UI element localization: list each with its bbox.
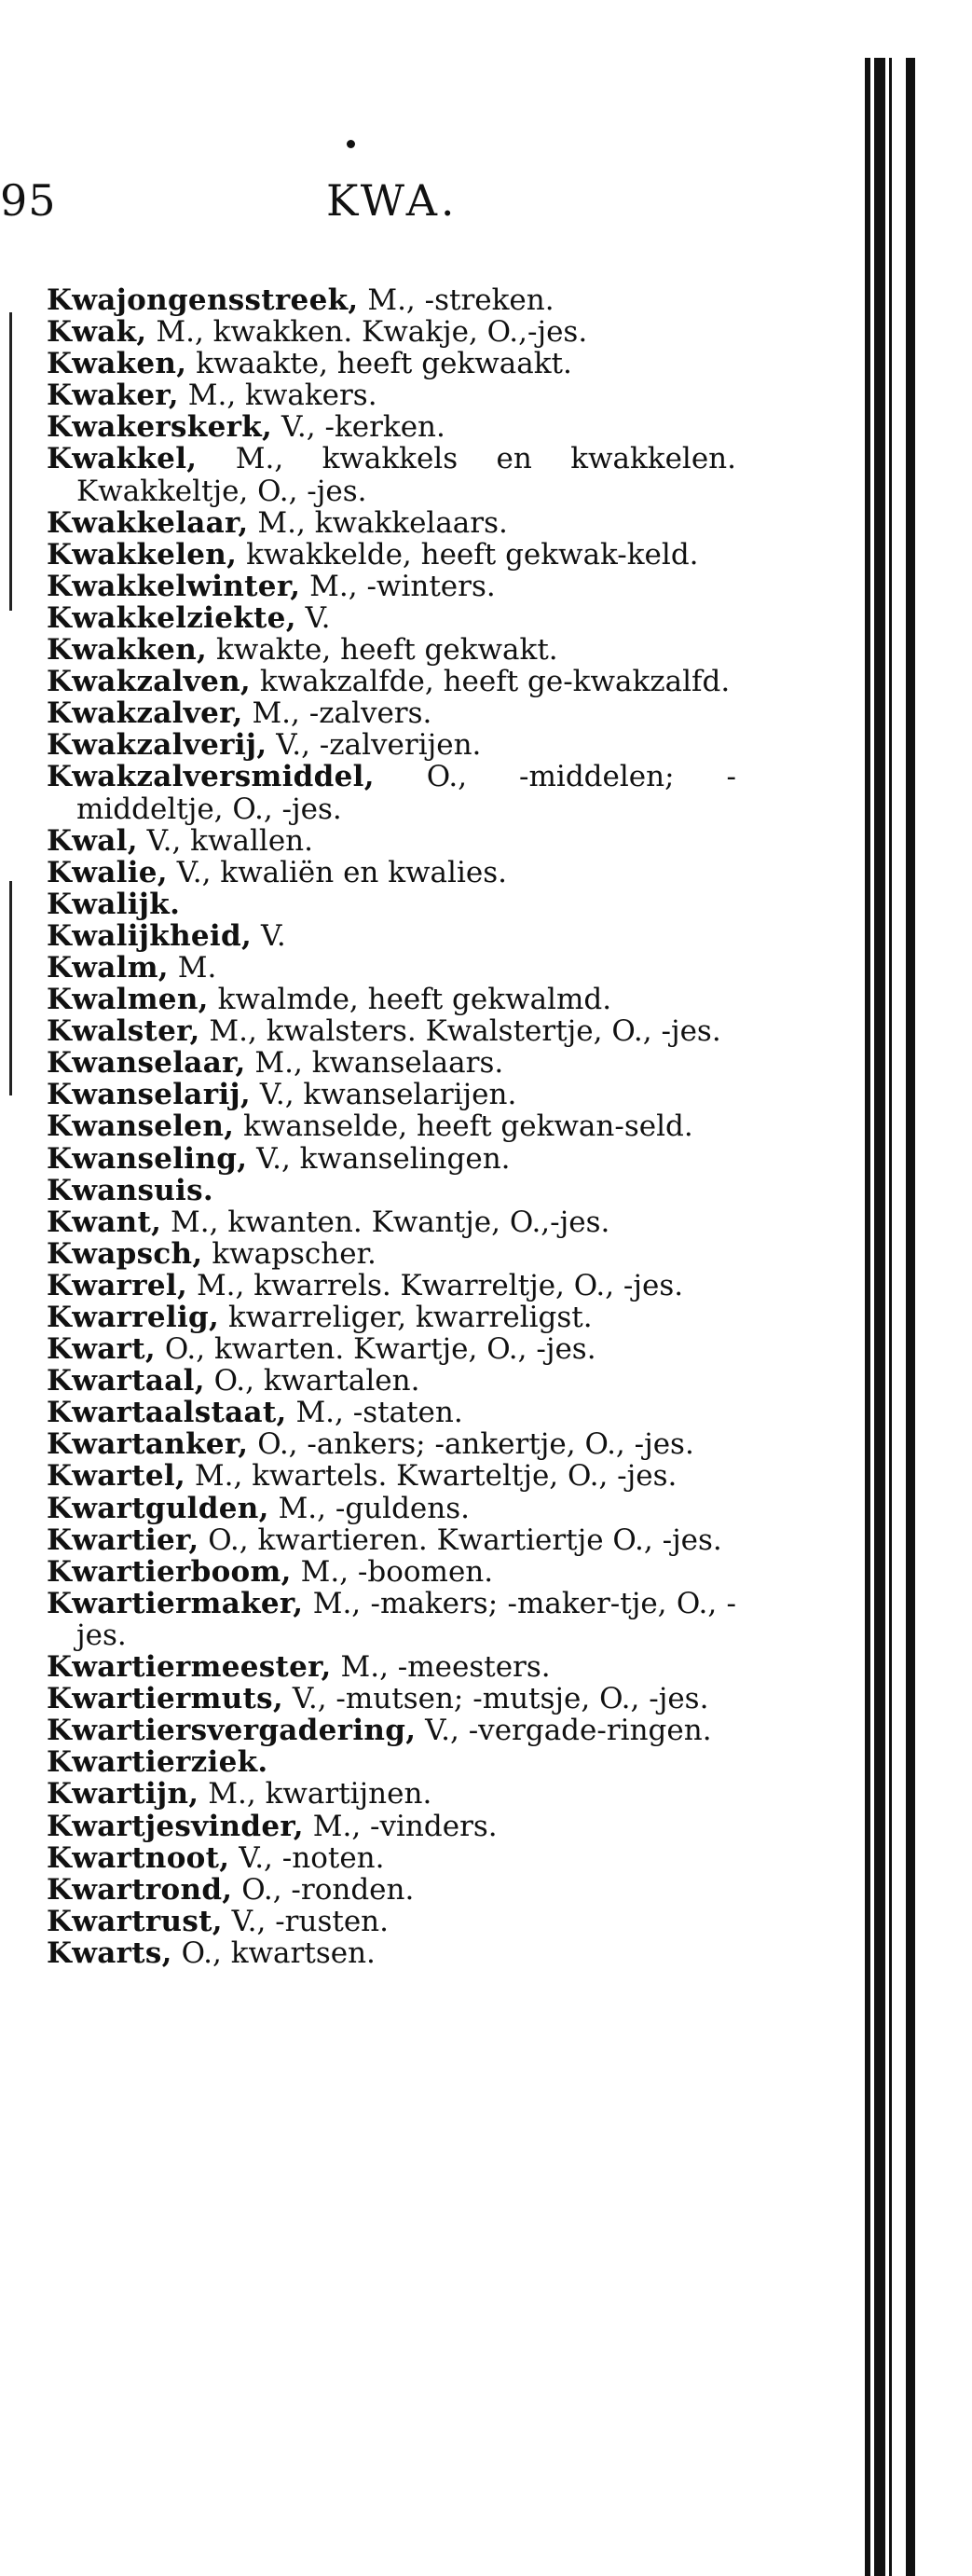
dictionary-entry	[47, 348, 736, 379]
dictionary-entry	[47, 316, 736, 348]
entry-headword: Kwaker,	[47, 379, 179, 413]
dictionary-entry	[47, 729, 736, 761]
entry-definition: M., -vinders.	[312, 1809, 498, 1843]
entry-headword: Kwanselaar,	[47, 1046, 246, 1081]
entry-headword: Kwakkelziekte,	[47, 600, 296, 635]
entry-headword: Kwalm,	[47, 950, 169, 985]
entry-definition: O., -ronden.	[241, 1872, 415, 1907]
entry-headword: Kwartijn,	[47, 1777, 199, 1811]
entry-headword: Kwakkelwinter,	[47, 569, 301, 603]
entry-definition: O., kwartalen.	[213, 1364, 420, 1398]
dictionary-entry	[47, 952, 736, 984]
entry-definition: M., -zalvers.	[252, 696, 432, 731]
entry-headword: Kwalmen,	[47, 983, 209, 1017]
entry-definition: M., -makers; -maker-tje, O., -jes.	[76, 1586, 736, 1652]
entry-definition: V., -kerken.	[281, 410, 445, 445]
entry-definition: kwakte, heeft gekwakt.	[216, 633, 558, 668]
dictionary-entry	[47, 1937, 736, 1969]
entry-headword: Kwarrel,	[47, 1268, 188, 1302]
entry-definition: M., kwakkels en kwakkelen. Kwakkeltje, O., -jes.	[76, 442, 736, 508]
entry-definition: M., -staten.	[295, 1396, 463, 1430]
entry-headword: Kwakzalverij,	[47, 728, 267, 763]
dictionary-entry	[47, 539, 736, 571]
dictionary-entry	[47, 1270, 736, 1302]
entry-definition: O., kwartsen.	[181, 1935, 376, 1970]
entry-headword: Kwartnoot,	[47, 1840, 230, 1875]
dictionary-entry	[47, 1556, 736, 1588]
entry-headword: Kwart,	[47, 1332, 156, 1367]
entry-headword: Kwalster,	[47, 1014, 200, 1049]
entry-headword: Kwanseling,	[47, 1141, 248, 1176]
entry-headword: Kwakzalver,	[47, 696, 243, 731]
dictionary-entry	[47, 825, 736, 857]
entry-headword: Kwartiermeester,	[47, 1650, 332, 1685]
running-head: KWA.	[326, 175, 459, 226]
entry-headword: Kwartanker,	[47, 1427, 249, 1462]
entry-headword: Kwajongensstreek,	[47, 283, 359, 317]
entry-headword: Kwartaal,	[47, 1364, 205, 1398]
entry-headword: Kwarts,	[47, 1935, 172, 1970]
binding-edge	[889, 58, 892, 2576]
ink-dot	[347, 140, 355, 148]
dictionary-entry	[47, 1524, 736, 1556]
dictionary-entry	[47, 1238, 736, 1270]
entry-headword: Kwanselarij,	[47, 1078, 252, 1112]
dictionary-entry	[47, 1842, 736, 1874]
dictionary-entry	[47, 1206, 736, 1238]
entry-definition: kwarreliger, kwarreligst.	[227, 1301, 593, 1334]
entry-headword: Kwalijkheid,	[47, 918, 253, 953]
dictionary-entry	[47, 1302, 736, 1333]
dictionary-entry	[47, 443, 736, 506]
entry-definition: kwakkelde, heeft gekwak-keld.	[246, 537, 699, 572]
entry-headword: Kwansuis.	[47, 1173, 213, 1207]
entry-definition: M., -winters.	[309, 569, 496, 603]
entry-definition: kwakzalfde, heeft ge-kwakzalfd.	[259, 665, 731, 699]
entry-definition: V., kwallen.	[146, 823, 313, 858]
entry-definition: M., -boomen.	[300, 1554, 494, 1589]
dictionary-entry	[47, 1015, 736, 1047]
entry-definition: kwanselde, heeft gekwan-seld.	[243, 1109, 693, 1144]
entry-definition: V., -rusten.	[231, 1904, 389, 1938]
entry-definition: M., kwartels. Kwarteltje, O., -jes.	[194, 1459, 678, 1494]
entry-definition: M., -streken.	[367, 283, 554, 317]
entry-definition: M., -guldens.	[278, 1491, 470, 1525]
dictionary-entry	[47, 571, 736, 602]
entry-definition: kwalmde, heeft gekwalmd.	[217, 983, 612, 1017]
entry-headword: Kwartaalstaat,	[47, 1396, 287, 1430]
dictionary-entry	[47, 761, 736, 824]
entry-definition: M., kwarrels. Kwarreltje, O., -jes.	[196, 1268, 684, 1302]
entry-headword: Kwartierziek.	[47, 1745, 268, 1780]
entry-definition: V., kwanselarijen.	[259, 1078, 517, 1112]
entry-headword: Kwakkelen,	[47, 537, 238, 572]
dictionary-entry	[47, 1683, 736, 1715]
entry-definition: M., kwanselaars.	[254, 1046, 504, 1081]
entry-headword: Kwak,	[47, 315, 147, 350]
dictionary-entry	[47, 1906, 736, 1937]
dictionary-entry	[47, 889, 736, 920]
entry-definition: M., kwalsters. Kwalstertje, O., -jes.	[209, 1014, 721, 1049]
entry-headword: Kwakken,	[47, 633, 208, 668]
dictionary-entry	[47, 1746, 736, 1778]
binding-edge	[874, 58, 885, 2576]
margin-rule-upper	[9, 312, 12, 611]
dictionary-entry	[47, 284, 736, 316]
dictionary-entry	[47, 379, 736, 411]
dictionary-entry	[47, 1079, 736, 1110]
entry-definition: M.	[177, 950, 217, 985]
entry-definition: V.	[260, 918, 286, 953]
dictionary-entry	[47, 1715, 736, 1746]
dictionary-entry	[47, 1110, 736, 1142]
entry-headword: Kwarrelig,	[47, 1301, 220, 1334]
entry-headword: Kwartiersvergadering,	[47, 1714, 417, 1748]
entry-headword: Kwapsch,	[47, 1236, 203, 1271]
entry-definition: V.	[305, 600, 331, 635]
dictionary-entry	[47, 1047, 736, 1079]
dictionary-entry	[47, 1493, 736, 1524]
dictionary-entry	[47, 666, 736, 697]
dictionary-entry	[47, 1365, 736, 1397]
entry-headword: Kwartrust,	[47, 1904, 223, 1938]
dictionary-entry	[47, 1333, 736, 1365]
entry-headword: Kwalijk.	[47, 887, 181, 921]
binding-edge	[865, 58, 870, 2576]
entry-definition: M., kwakken. Kwakje, O.,-jes.	[156, 315, 588, 350]
dictionary-entries	[47, 284, 736, 1969]
entry-definition: V., -noten.	[239, 1840, 385, 1875]
entry-headword: Kwal,	[47, 823, 138, 858]
dictionary-entry	[47, 920, 736, 952]
entry-definition: M., kwakers.	[187, 379, 377, 413]
entry-headword: Kwalie,	[47, 855, 168, 889]
dictionary-entry	[47, 984, 736, 1015]
entry-definition: O., -middelen; -middeltje, O., -jes.	[76, 760, 736, 826]
entry-definition: V., -vergade-ringen.	[425, 1714, 712, 1748]
dictionary-entry	[47, 1143, 736, 1175]
entry-definition: V., -mutsen; -mutsje, O., -jes.	[292, 1682, 709, 1716]
entry-definition: V., kwaliën en kwalies.	[176, 855, 507, 889]
entry-headword: Kwaken,	[47, 347, 187, 381]
entry-headword: Kwartierboom,	[47, 1554, 292, 1589]
margin-rule-lower	[9, 881, 12, 1095]
dictionary-entry	[47, 602, 736, 634]
entry-definition: M., kwakkelaars.	[257, 505, 508, 540]
dictionary-entry	[47, 1811, 736, 1842]
dictionary-entry	[47, 1874, 736, 1906]
dictionary-entry	[47, 697, 736, 729]
entry-headword: Kwakkel,	[47, 442, 198, 476]
entry-headword: Kwartrond,	[47, 1872, 233, 1907]
dictionary-entry	[47, 1175, 736, 1206]
entry-headword: Kwakkelaar,	[47, 505, 249, 540]
entry-headword: Kwartiermuts,	[47, 1682, 284, 1716]
entry-definition: M., -meesters.	[340, 1650, 551, 1685]
dictionary-entry	[47, 1428, 736, 1460]
entry-definition: kwapscher.	[212, 1236, 376, 1271]
dictionary-entry	[47, 411, 736, 443]
dictionary-entry	[47, 634, 736, 666]
entry-headword: Kwartjesvinder,	[47, 1809, 304, 1843]
entry-definition: V., kwanselingen.	[256, 1141, 511, 1176]
binding-edge	[906, 58, 915, 2576]
entry-definition: kwaakte, heeft gekwaakt.	[196, 347, 572, 381]
entry-definition: V., -zalverijen.	[276, 728, 482, 763]
page-number: 95	[0, 175, 57, 226]
entry-definition: O., kwarten. Kwartje, O., -jes.	[164, 1332, 596, 1367]
entry-headword: Kwakzalversmiddel,	[47, 760, 375, 794]
entry-headword: Kwartel,	[47, 1459, 186, 1494]
entry-headword: Kwartgulden,	[47, 1491, 269, 1525]
entry-definition: M., kwartijnen.	[208, 1777, 432, 1811]
entry-definition: O., -ankers; -ankertje, O., -jes.	[257, 1427, 694, 1462]
dictionary-entry	[47, 1651, 736, 1683]
dictionary-entry	[47, 857, 736, 889]
entry-headword: Kwanselen,	[47, 1109, 235, 1144]
dictionary-entry	[47, 507, 736, 539]
entry-headword: Kwakzalven,	[47, 665, 252, 699]
entry-headword: Kwakerskerk,	[47, 410, 273, 445]
entry-headword: Kwartiermaker,	[47, 1586, 304, 1620]
entry-headword: Kwant,	[47, 1205, 162, 1239]
dictionary-entry	[47, 1588, 736, 1651]
dictionary-entry	[47, 1397, 736, 1428]
dictionary-entry	[47, 1460, 736, 1492]
entry-definition: O., kwartieren. Kwartiertje O., -jes.	[208, 1522, 722, 1557]
entry-definition: M., kwanten. Kwantje, O.,-jes.	[171, 1205, 610, 1239]
entry-headword: Kwartier,	[47, 1522, 199, 1557]
dictionary-entry	[47, 1778, 736, 1810]
